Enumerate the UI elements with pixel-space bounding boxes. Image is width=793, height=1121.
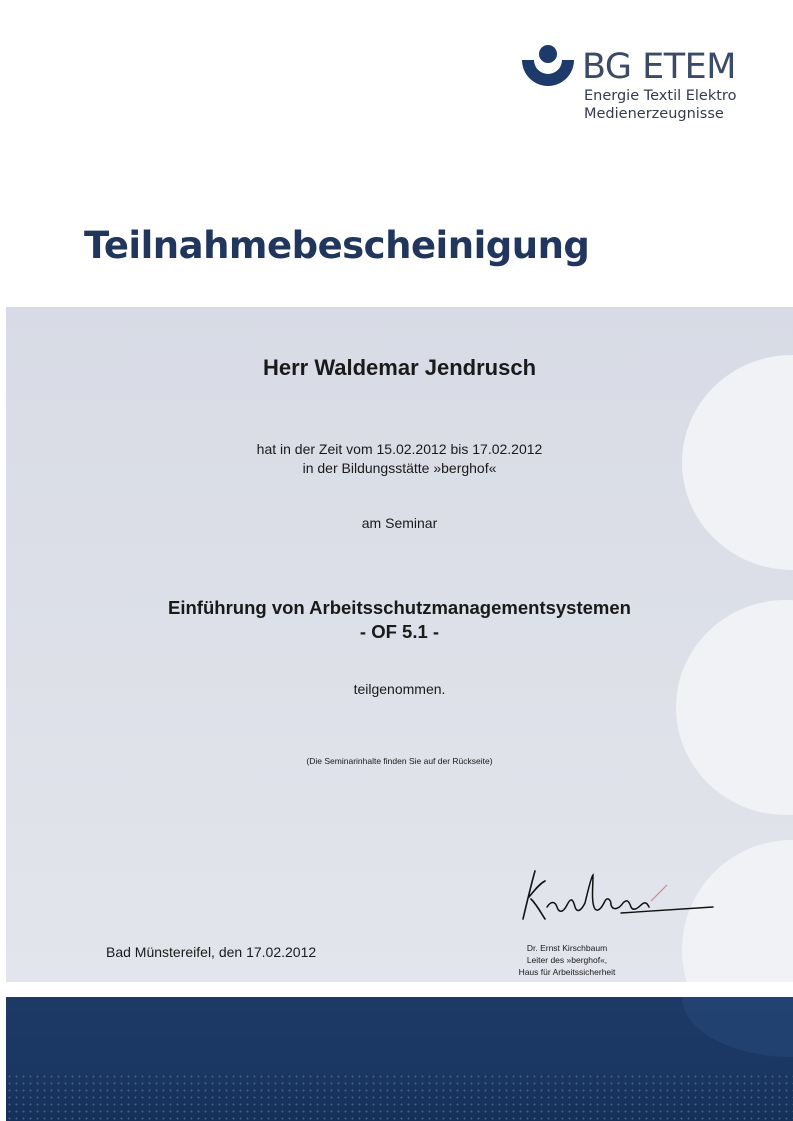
dot-pattern: [6, 1073, 793, 1121]
seminar-note: (Die Seminarinhalte finden Sie auf der Rückseite): [306, 756, 493, 766]
bg-etem-logo-mark-icon: [520, 44, 576, 100]
decorative-circle: [682, 997, 793, 1057]
handwritten-signature: [501, 857, 721, 937]
participated-text: teilgenommen.: [353, 681, 446, 697]
recipient-name: Herr Waldemar Jendrusch: [262, 355, 537, 380]
certificate-panel: [6, 307, 793, 982]
seminar-title: Einführung von Arbeitsschutzmanagementsystemen: [168, 597, 631, 618]
logo-subtitle-line2: Medienerzeugnisse: [584, 106, 724, 122]
place-and-date: Bad Münstereifel, den 17.02.2012: [106, 944, 317, 960]
certificate-title: Teilnahmebescheinigung: [84, 224, 590, 267]
footer-band: [6, 997, 793, 1121]
logo-name: BG ETEM: [582, 47, 736, 87]
bg-etem-logo: [520, 44, 760, 124]
signer-role: Leiter des »berghof«,: [526, 955, 608, 965]
seminar-intro: am Seminar: [361, 515, 438, 531]
logo-subtitle-line1: Energie Textil Elektro: [584, 88, 737, 104]
seminar-code: - OF 5.1 -: [359, 621, 440, 642]
period-line: hat in der Zeit vom 15.02.2012 bis 17.02.2012: [256, 441, 543, 457]
signer-organization: Haus für Arbeitssicherheit: [518, 967, 616, 977]
signer-name: Dr. Ernst Kirschbaum: [526, 943, 608, 953]
location-line: in der Bildungsstätte »berghof«: [302, 460, 497, 476]
